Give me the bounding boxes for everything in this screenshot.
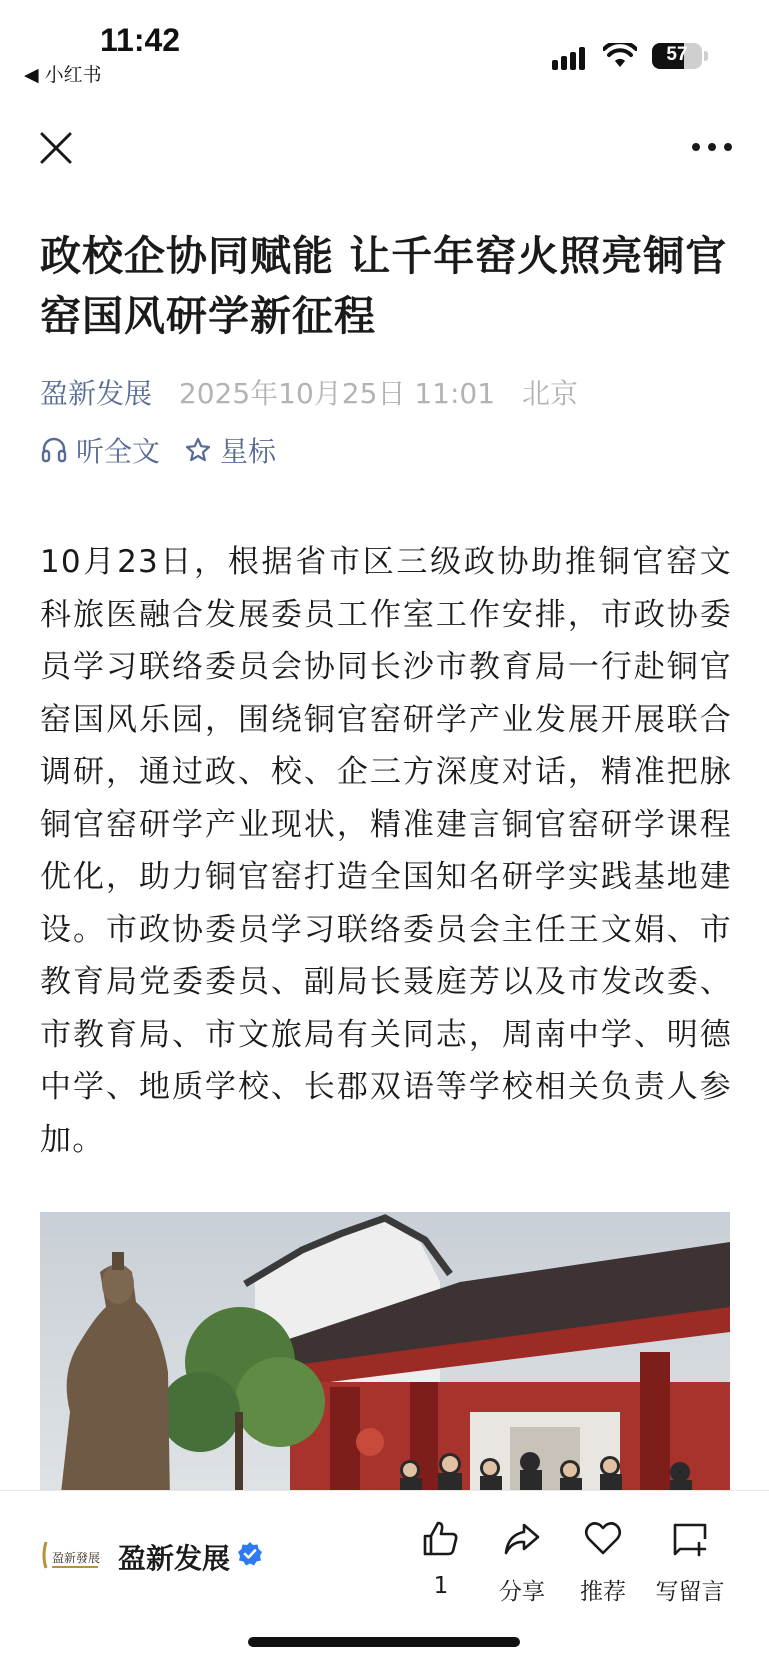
- article-photo[interactable]: [40, 1212, 730, 1502]
- account-logo[interactable]: [40, 1536, 102, 1576]
- like-button[interactable]: [401, 1519, 481, 1599]
- share-button[interactable]: [482, 1519, 562, 1606]
- heart-icon: [583, 1519, 623, 1559]
- svg-text:盈新發展: 盈新發展: [52, 1551, 101, 1565]
- article-title: 政校企协同赋能 让千年窑火照亮铜官窑国风研学新征程: [40, 232, 728, 340]
- thumbs-up-icon: [421, 1519, 461, 1559]
- headphones-icon: [40, 436, 68, 464]
- wifi-icon: [603, 43, 637, 69]
- article-actions: [40, 430, 300, 470]
- close-icon[interactable]: [38, 130, 74, 166]
- battery-indicator: [652, 43, 702, 69]
- share-icon: [502, 1519, 542, 1559]
- recommend-label: 推荐: [580, 1579, 626, 1605]
- article-date: 2025年10月25日 11:01: [178, 377, 496, 410]
- comment-label: 写留言: [655, 1579, 725, 1605]
- verified-icon: [237, 1541, 263, 1567]
- recommend-button[interactable]: [563, 1519, 643, 1606]
- share-label: 分享: [499, 1579, 545, 1605]
- star-button[interactable]: [184, 430, 276, 470]
- like-count: 1: [433, 1573, 449, 1599]
- signal-icon: [552, 46, 592, 70]
- comment-icon: [670, 1519, 710, 1559]
- home-indicator[interactable]: [248, 1637, 520, 1647]
- article-source-link[interactable]: 盈新发展: [40, 377, 153, 410]
- listen-button[interactable]: [40, 430, 160, 470]
- account-name[interactable]: 盈新发展: [118, 1542, 231, 1575]
- article-body: 10月23日，根据省市区三级政协助推铜官窑文科旅医融合发展委员工作室工作安排，市政协委员学习联络委员会协同长沙市教育局一行赴铜官窑国风乐园，围绕铜官窑研学产业发展开展联合调研，通过政、校、企三方深度对话，精准把脉铜官窑研学产业现状，精准建言铜官窑研学课程优化，助力铜官窑打造全国知名研学实践基地建设。市政协委员学习联络委员会主任王文娟、市教育局党委委员、副局长聂庭芳以及市发改委、市教育局、市文旅局有关同志，周南中学、明德中学、地质学校、长郡双语等学校相关负责人参加。: [40, 544, 732, 1158]
- status-time: 11:42: [100, 22, 181, 58]
- article-meta: [40, 372, 578, 412]
- star-label: 星标: [220, 435, 277, 468]
- more-icon[interactable]: [690, 138, 734, 156]
- battery-level: 57: [666, 44, 688, 65]
- article-location: 北京: [521, 377, 578, 410]
- back-to-app-link[interactable]: ◀ 小红书: [24, 64, 102, 86]
- star-icon: [184, 436, 212, 464]
- comment-button[interactable]: [650, 1519, 730, 1606]
- listen-label: 听全文: [76, 435, 161, 468]
- status-bar: [0, 0, 769, 90]
